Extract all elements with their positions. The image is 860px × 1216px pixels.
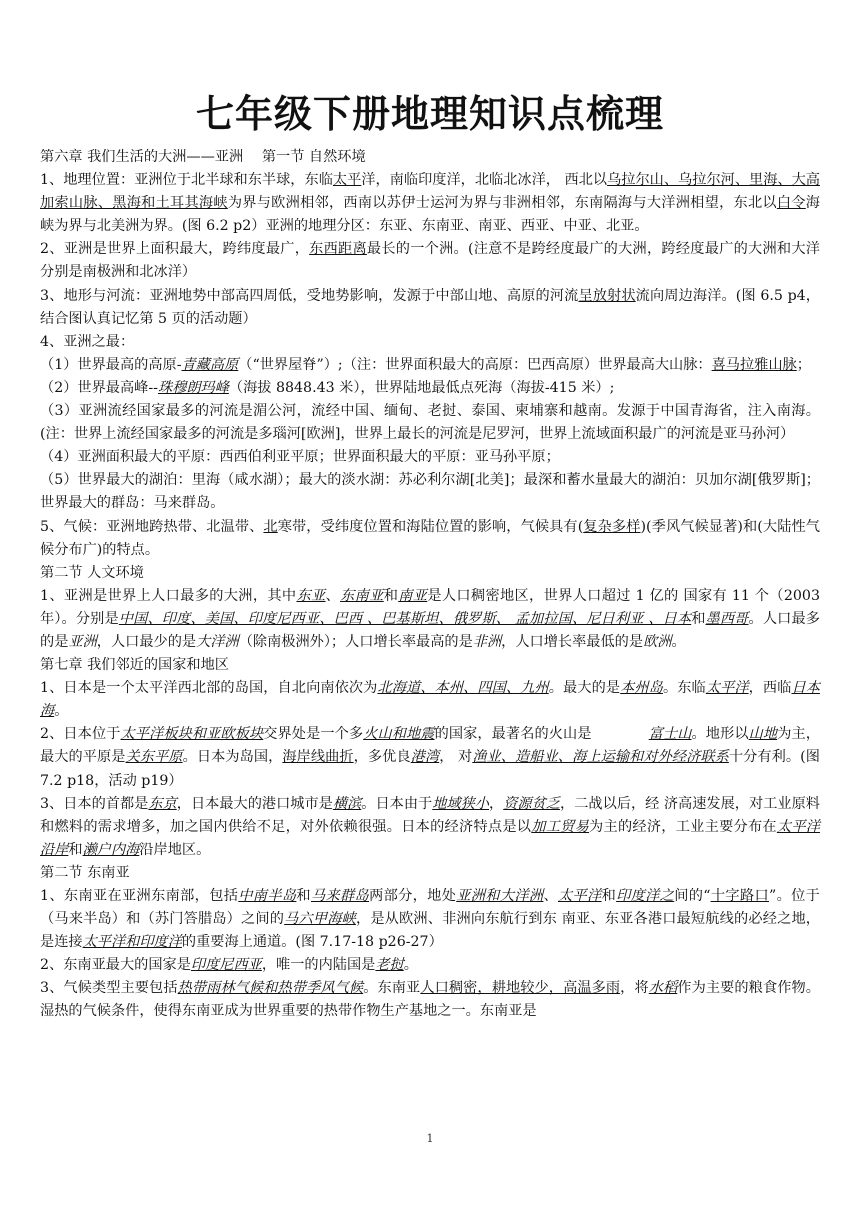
text-run: 4、亚洲之最： [40,333,135,350]
text-run: 1、日本是一个太平洋西北部的岛国，自北向南依次为 [40,680,378,697]
text-run: 横滨 [332,795,362,812]
text-run: （2）世界最高峰-- [40,379,158,396]
text-run: 日本海 [40,680,820,720]
text-run: ， 对 [439,749,473,766]
text-run: 青藏高原 [181,356,239,373]
text-run: 太平洋板块和亚欧板块 [120,726,264,743]
text-run: ，人口增长率最低的是 [501,633,644,650]
text-run: 亚洲和大洋洲 [456,888,544,904]
text-run: ，将 [620,980,649,997]
text-run: 印度洋之 [616,888,675,904]
text-run: ，日本最大的港口城市是 [176,795,333,812]
text-run: 中国、印度、美国、印度尼西亚、巴西 、巴基斯坦、俄罗斯、 孟加拉国、尼日利亚 、日本 [118,610,692,627]
page-number: 1 [426,1132,434,1145]
text-run: 复杂多样 [583,518,641,535]
text-run: ，西临 [748,680,792,697]
text-run: 。地形以 [691,726,749,743]
text-run: )(季风气候显著)和(大陆性气候分布广)的特点。 [40,518,820,558]
text-run: 。 [403,957,418,974]
text-run: 1、亚洲是世界上人口最多的大洲，其中 [40,587,297,604]
text-run: 3、地形与河流：亚洲地势中部高四周低，受地势影响，发源于中部山地、高原的河流 [40,287,579,304]
text-run: 白令 [776,195,806,212]
text-run: 。东南亚 [363,980,421,997]
text-run: 中南半岛 [238,888,297,904]
text-run: 山地 [748,726,778,743]
text-run: 为主的经济，工业主要分布在 [589,818,777,835]
paragraph [40,885,820,954]
text-run: 北海道、本州、四国、九州 [377,680,549,697]
text-run: 和 [383,587,399,604]
text-run: 太平洋 [557,888,602,904]
text-run: （海拔 8848.43 米），世界陆地最低点死海（海拔-415 米）; [228,379,615,396]
text-run: （除南极洲外）；人口增长率最高的是 [238,633,473,650]
text-run: ，是从欧洲、非洲向东航行到东 南亚、东亚各港口最短航线的必经之地，是连接 [40,911,820,951]
text-run: 本州岛 [620,680,663,697]
text-run: （4）亚洲面积最大的平原：西西伯利亚平原；世界面积最大的平原：亚马孙平原； [40,449,560,466]
paragraph [40,677,820,723]
paragraph [40,469,820,515]
text-run: 非洲 [472,633,502,650]
text-run: 和 [68,841,83,858]
paragraph [40,146,820,169]
text-run: 东亚 [296,587,326,604]
paragraph [40,446,820,469]
text-run: ，多优良 [353,749,411,766]
text-run: 洋，南临印度洋，北临北冰洋， 西北以 [361,172,608,189]
text-run: 是人口稠密地区，世界人口超过 1 亿的 国家有 11 个（2003 年）。分别是 [40,587,820,627]
text-run: 富士山 [648,726,692,743]
text-run: 热带雨林气候和热带季风气候 [177,980,364,997]
paragraph [40,723,820,792]
text-run: 十字路口 [710,888,770,904]
text-run: 马来群岛 [310,888,370,904]
paragraph [40,562,820,585]
text-run: 太平 [332,172,362,189]
text-run: 水稻 [648,980,678,997]
text-run: 呈放射状 [578,287,636,304]
text-run: 和 [601,888,617,904]
text-run: ，二战以后，经 济高速发展，对工业原料和燃料的需求增多，加之国内供给不足，对外依赖很强。日本的经济特点是以 [40,795,820,835]
text-run: 。人口最多的是 [40,610,820,650]
text-run: 3、气候类型主要包括 [40,980,178,997]
text-run: 作为主要的粮食作物。湿热的气候条件，使得东南亚成为世界重要的热带作物生产基地之一。东南亚是 [40,980,820,1020]
paragraph [40,354,820,377]
text-run: 喜马拉雅山脉 [711,356,797,373]
text-run: 。日本由于 [361,795,433,812]
text-run: 濑户内海 [82,841,140,858]
text-run: 。 [671,633,686,650]
text-run: ，人口最少的是 [96,633,197,650]
text-run: 。东临 [662,680,706,697]
text-run: 海峡为界与北美洲为界。(图 6.2 p2）亚洲的地理分区：东亚、东南亚、南亚、西亚、中亚、北亚。 [40,195,820,235]
paragraph [40,977,820,1023]
text-run: （3）亚洲流经国家最多的河流是湄公河，流经中国、缅甸、老挝、泰国、柬埔寨和越南。发源于中国青海省，注入南海。(注：世界上流经国家最多的河流是多瑙河[欧洲]，世界上最长的河流是尼罗河，世界上流域面积最广的河流是亚马孙河） [40,403,820,443]
text-run: 。日本为岛国， [182,749,283,766]
text-run: 的国家，最著名的火山是 [434,726,649,743]
text-run: 、 [543,888,558,904]
text-run: 间的“ [674,888,711,904]
paragraph [40,285,820,331]
document-body [40,146,820,1024]
paragraph [40,377,820,400]
text-run: 火山和地震 [363,726,435,743]
text-run: 地域狭小 [432,795,490,812]
text-run: 亚洲 [68,633,97,650]
text-run: 交界处是一个多 [263,726,364,743]
text-run: 墨西哥 [705,610,749,627]
text-run: 两部分，地处 [369,888,457,904]
text-run: 2、东南亚最大的国家是 [40,957,191,974]
text-run: 大洋洲 [196,633,239,650]
text-run: 海岸线曲折 [282,749,354,766]
text-run: ； [796,356,811,373]
text-run: 乌拉尔山、乌拉尔河、里海、大高加索山脉、黑海和土耳其海峡 [40,172,820,212]
paragraph [40,585,820,654]
text-run: 北 [263,518,278,535]
text-run: 东京 [148,795,177,812]
paragraph [40,793,820,862]
text-run: ”。位于（马来半岛）和（苏门答腊岛）之间的 [40,888,820,928]
text-run: （“世界屋脊”）;（注：世界面积最大的高原：巴西高原）世界最高大山脉： [238,356,712,373]
text-run: 第二节 人文环境 [40,564,144,581]
paragraph [40,238,820,284]
paragraph [40,169,820,238]
text-run: 太平洋沿岸 [40,818,820,858]
text-run: 人口稠密，耕地较少，高温多雨 [420,980,621,997]
text-run: 。最大的是 [548,680,621,697]
text-run: 的重要海上通道。(图 7.17-18 p26-27） [181,934,443,951]
text-run: 2、亚洲是世界上面积最大，跨纬度最广， [40,241,310,258]
text-run: 寒带，受纬度位置和海陆位置的影响，气候具有( [277,518,584,535]
text-run: 、 [325,587,341,604]
text-run: 马六甲海峡 [284,911,356,928]
paragraph [40,331,820,354]
text-run: 为主，最大的平原是 [40,726,820,766]
text-run: （1）世界最高的高原- [40,356,182,373]
text-run: 第二节 东南亚 [40,864,130,881]
text-run: 5、气候：亚洲地跨热带、北温带、 [40,518,264,535]
text-run: 欧洲 [643,633,672,650]
text-run: 太平洋 [705,680,749,697]
text-run: ， [489,795,504,812]
paragraph [40,654,820,677]
text-run: 1、地理位置：亚洲位于北半球和东半球，东临 [40,172,333,189]
text-run: 流向周边海洋。(图 6.5 p4，结合图认真记忆第 5 页的活动题） [40,287,820,327]
text-run: （5）世界最大的湖泊：里海（咸水湖）；最大的淡水湖：苏必利尔湖[北美]；最深和蓄水量最大的湖泊：贝加尔湖[俄罗斯]；世界最大的群岛：马来群岛。 [40,472,820,512]
text-run: 第七章 我们邻近的国家和地区 [40,657,229,674]
text-run: 第六章 我们生活的大洲——亚洲 第一节 自然环境 [40,149,366,165]
paragraph [40,516,820,562]
text-run: 太平洋和印度洋 [82,934,182,951]
paragraph [40,954,820,977]
text-run: 1、东南亚在亚洲东南部，包括 [40,888,239,904]
text-run: 2、日本位于 [40,726,121,743]
text-run: 沿岸地区。 [139,841,211,858]
text-run: 南亚 [398,587,428,604]
text-run: 最长的一个洲。(注意不是跨经度最广的大洲，跨经度最广的大洲和大洋分别是南极洲和北冰洋） [40,241,820,281]
text-run: 和 [296,888,311,904]
text-run: 十分有利。(图 7.2 p18，活动 p19） [40,749,820,789]
text-run: 东西距离 [309,241,367,258]
text-run: 珠穆朗玛峰 [157,379,229,396]
text-run: 渔业、造船业、海上运输和对外经济联系 [472,749,729,766]
text-run: 。 [54,703,69,720]
text-run: 港湾 [410,749,440,766]
paragraph [40,400,820,446]
text-run: 为界与欧洲相邻，西南以苏伊士运河为界与非洲相邻，东南隔海与大洋洲相望，东北以 [227,195,777,212]
text-run: 印度尼西亚 [190,957,262,974]
document-title: 七年级下册地理知识点梳理 [195,92,664,136]
text-run: 老挝 [375,957,404,974]
text-run: 加工贸易 [531,818,590,835]
text-run: 3、日本的首都是 [40,795,149,812]
text-run: 和 [691,610,706,627]
paragraph [40,862,820,885]
text-run: 关东平原 [125,749,183,766]
text-run: 东南亚 [340,587,384,604]
text-run: 资源贫乏 [503,795,560,812]
text-run: ，唯一的内陆国是 [261,957,376,974]
